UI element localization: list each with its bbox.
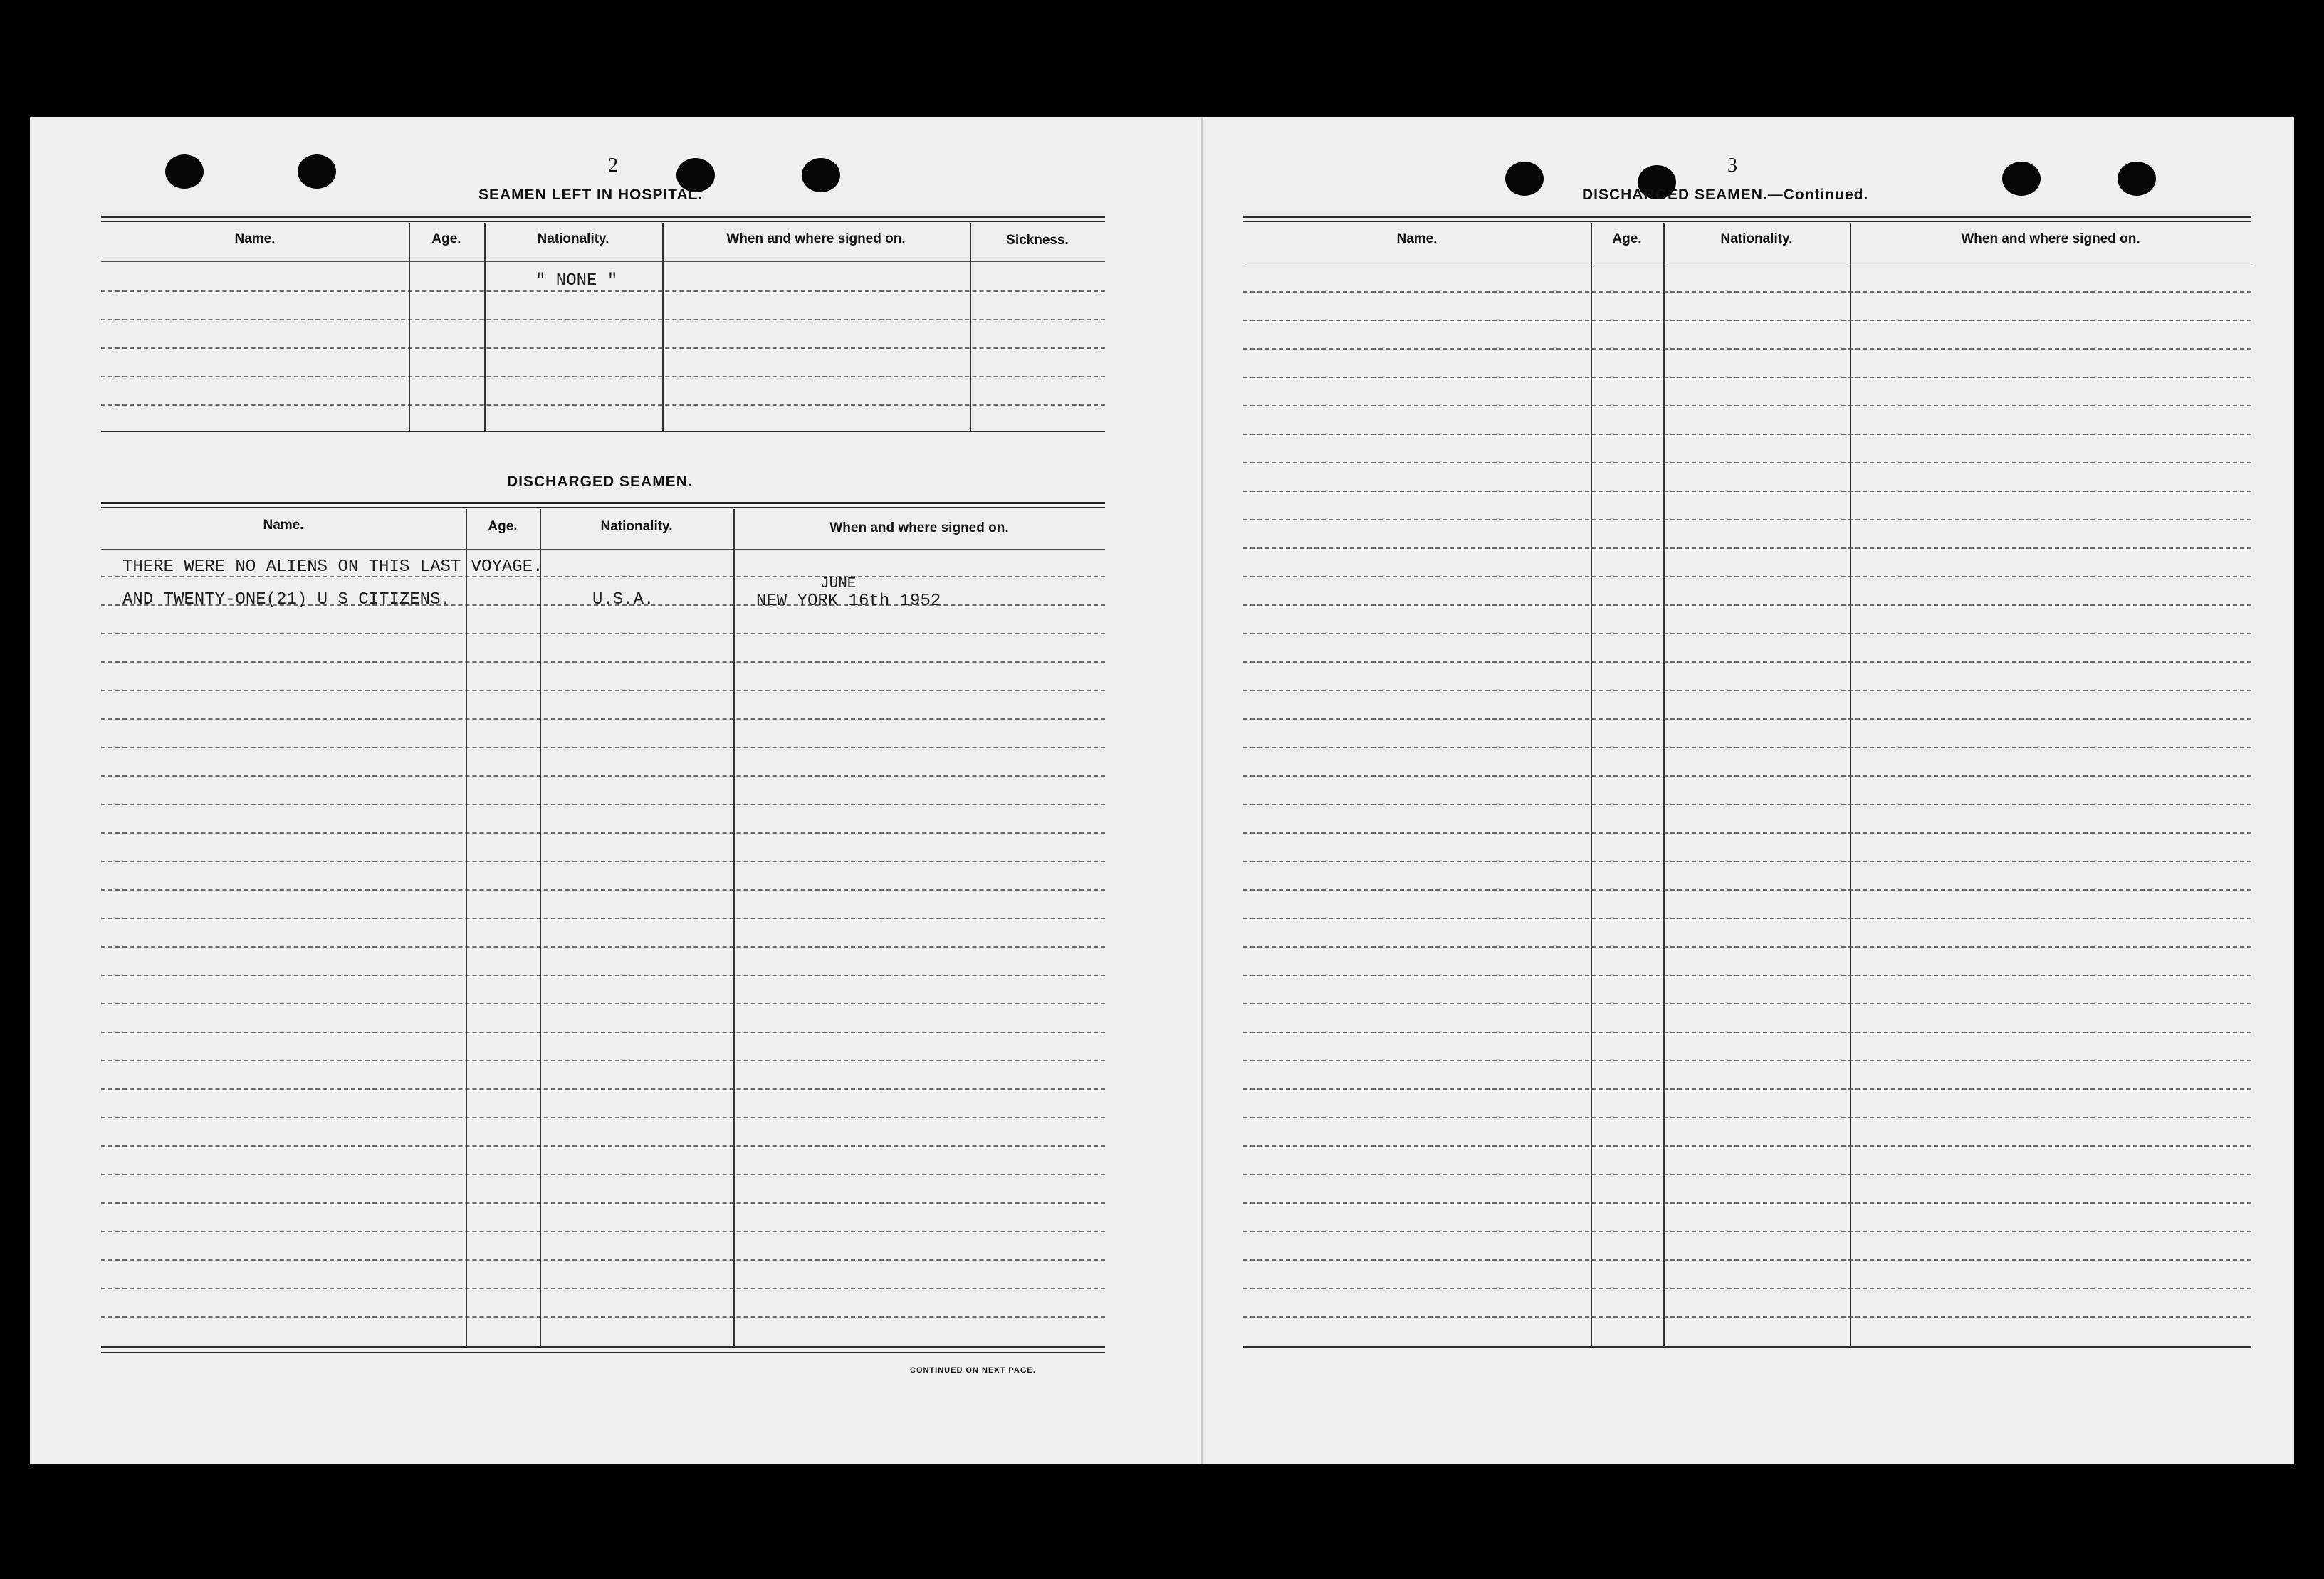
punch-hole (298, 154, 336, 189)
page-number: 2 (608, 154, 618, 177)
discharged-title: DISCHARGED SEAMEN. (507, 473, 693, 490)
col-nationality: Nationality. (600, 519, 673, 534)
page-fold (1201, 117, 1203, 1464)
col-age: Age. (1612, 231, 1642, 246)
punch-hole (2002, 162, 2041, 196)
col-sickness: Sickness. (1006, 233, 1069, 248)
col-nationality: Nationality. (537, 231, 609, 246)
discharged-table (101, 502, 1105, 1368)
col-signed-on: When and where signed on. (829, 520, 1009, 535)
entry-line-2-month: JUNE (820, 576, 857, 592)
discharged-continued-table (1243, 216, 2251, 1355)
manifest-sheet (30, 117, 2294, 1464)
punch-hole (165, 154, 204, 189)
discharged-continued-title: DISCHARGED SEAMEN.—Continued. (1582, 187, 1869, 203)
col-age: Age. (431, 231, 461, 246)
col-signed-on: When and where signed on. (726, 231, 906, 246)
hospital-title: SEAMEN LEFT IN HOSPITAL. (478, 187, 703, 203)
col-nationality: Nationality. (1720, 231, 1793, 246)
col-age: Age. (488, 519, 518, 534)
page-number: 3 (1727, 154, 1737, 177)
col-name: Name. (263, 518, 304, 533)
entry-line-2-nationality: U.S.A. (592, 590, 654, 609)
punch-hole (2118, 162, 2156, 196)
col-signed-on: When and where signed on. (1961, 231, 2140, 246)
entry-line-2-signed-on: NEW YORK 16th 1952 (756, 592, 941, 611)
hospital-entry: " NONE " (535, 271, 618, 290)
punch-hole (802, 158, 840, 192)
entry-line-1: THERE WERE NO ALIENS ON THIS LAST VOYAGE. (122, 557, 543, 577)
hospital-table (101, 216, 1105, 434)
punch-hole (1505, 162, 1544, 196)
col-name: Name. (234, 231, 276, 246)
col-name: Name. (1396, 231, 1438, 246)
continued-footer: CONTINUED ON NEXT PAGE. (910, 1366, 1036, 1375)
entry-line-2-name: AND TWENTY-ONE(21) U S CITIZENS. (122, 590, 451, 609)
